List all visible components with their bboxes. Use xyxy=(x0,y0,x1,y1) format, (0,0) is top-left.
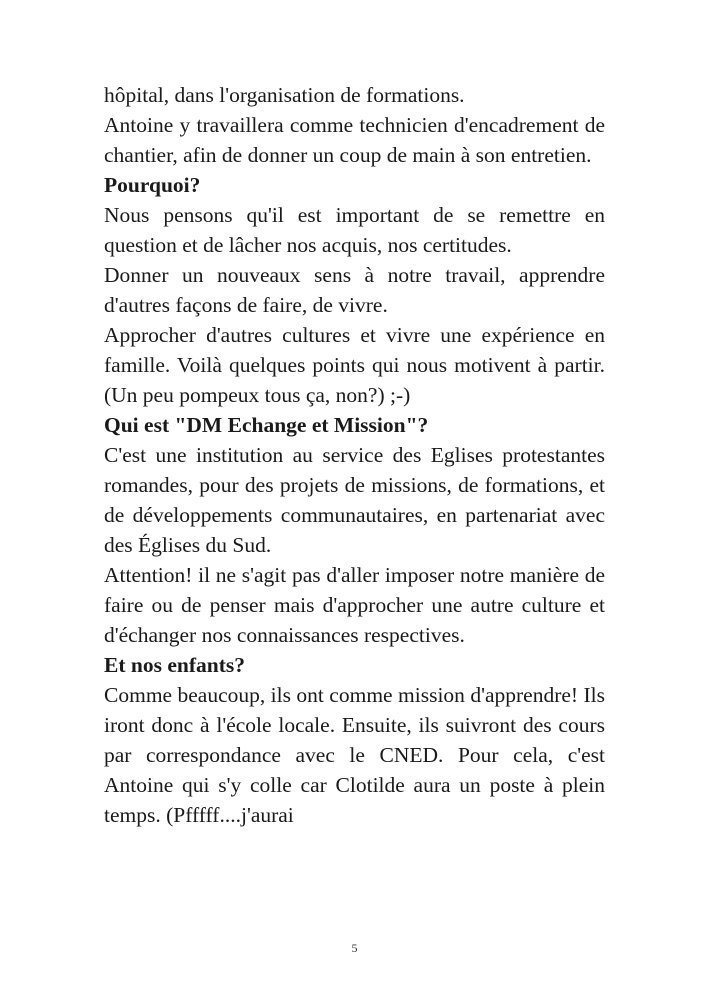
paragraph-antoine-travail: Antoine y travaillera comme technicien d'encadrement de chantier, afin de donner un coup de main à son entretien. xyxy=(104,113,605,167)
paragraph-hopital-formations: hôpital, dans l'organisation de formations. xyxy=(104,83,465,107)
paragraph-enfants-ecole: Comme beaucoup, ils ont comme mission d'apprendre! Ils iront donc à l'école locale. Ensuite, ils suivront des cours par correspondance avec le CNED. Pour cela, c'est Antoine qui s'y colle car Clotilde aura un poste à plein temps. (Pfffff....j'aurai xyxy=(104,683,605,827)
paragraph-autres-cultures: Approcher d'autres cultures et vivre une expérience en famille. Voilà quelques points qui nous motivent à partir. (Un peu pompeux tous ça, non?) ;-) xyxy=(104,323,605,407)
heading-dm-echange-mission: Qui est "DM Echange et Mission"? xyxy=(104,413,429,437)
paragraph-attention: Attention! il ne s'agit pas d'aller imposer notre manière de faire ou de penser mais d'approcher une autre culture et d'échanger nos connaissances respectives. xyxy=(104,563,605,647)
paragraph-nouveau-sens: Donner un nouveaux sens à notre travail, apprendre d'autres façons de faire, de vivre. xyxy=(104,263,605,317)
paragraph-remettre-en-question: Nous pensons qu'il est important de se remettre en question et de lâcher nos acquis, nos certitudes. xyxy=(104,203,605,257)
page-number: 5 xyxy=(351,941,358,955)
heading-pourquoi: Pourquoi? xyxy=(104,173,201,197)
heading-nos-enfants: Et nos enfants? xyxy=(104,653,245,677)
paragraph-institution: C'est une institution au service des Eglises protestantes romandes, pour des projets de missions, de formations, et de développements communautaires, en partenariat avec des Églises du Sud. xyxy=(104,443,605,557)
document-page xyxy=(104,80,605,830)
